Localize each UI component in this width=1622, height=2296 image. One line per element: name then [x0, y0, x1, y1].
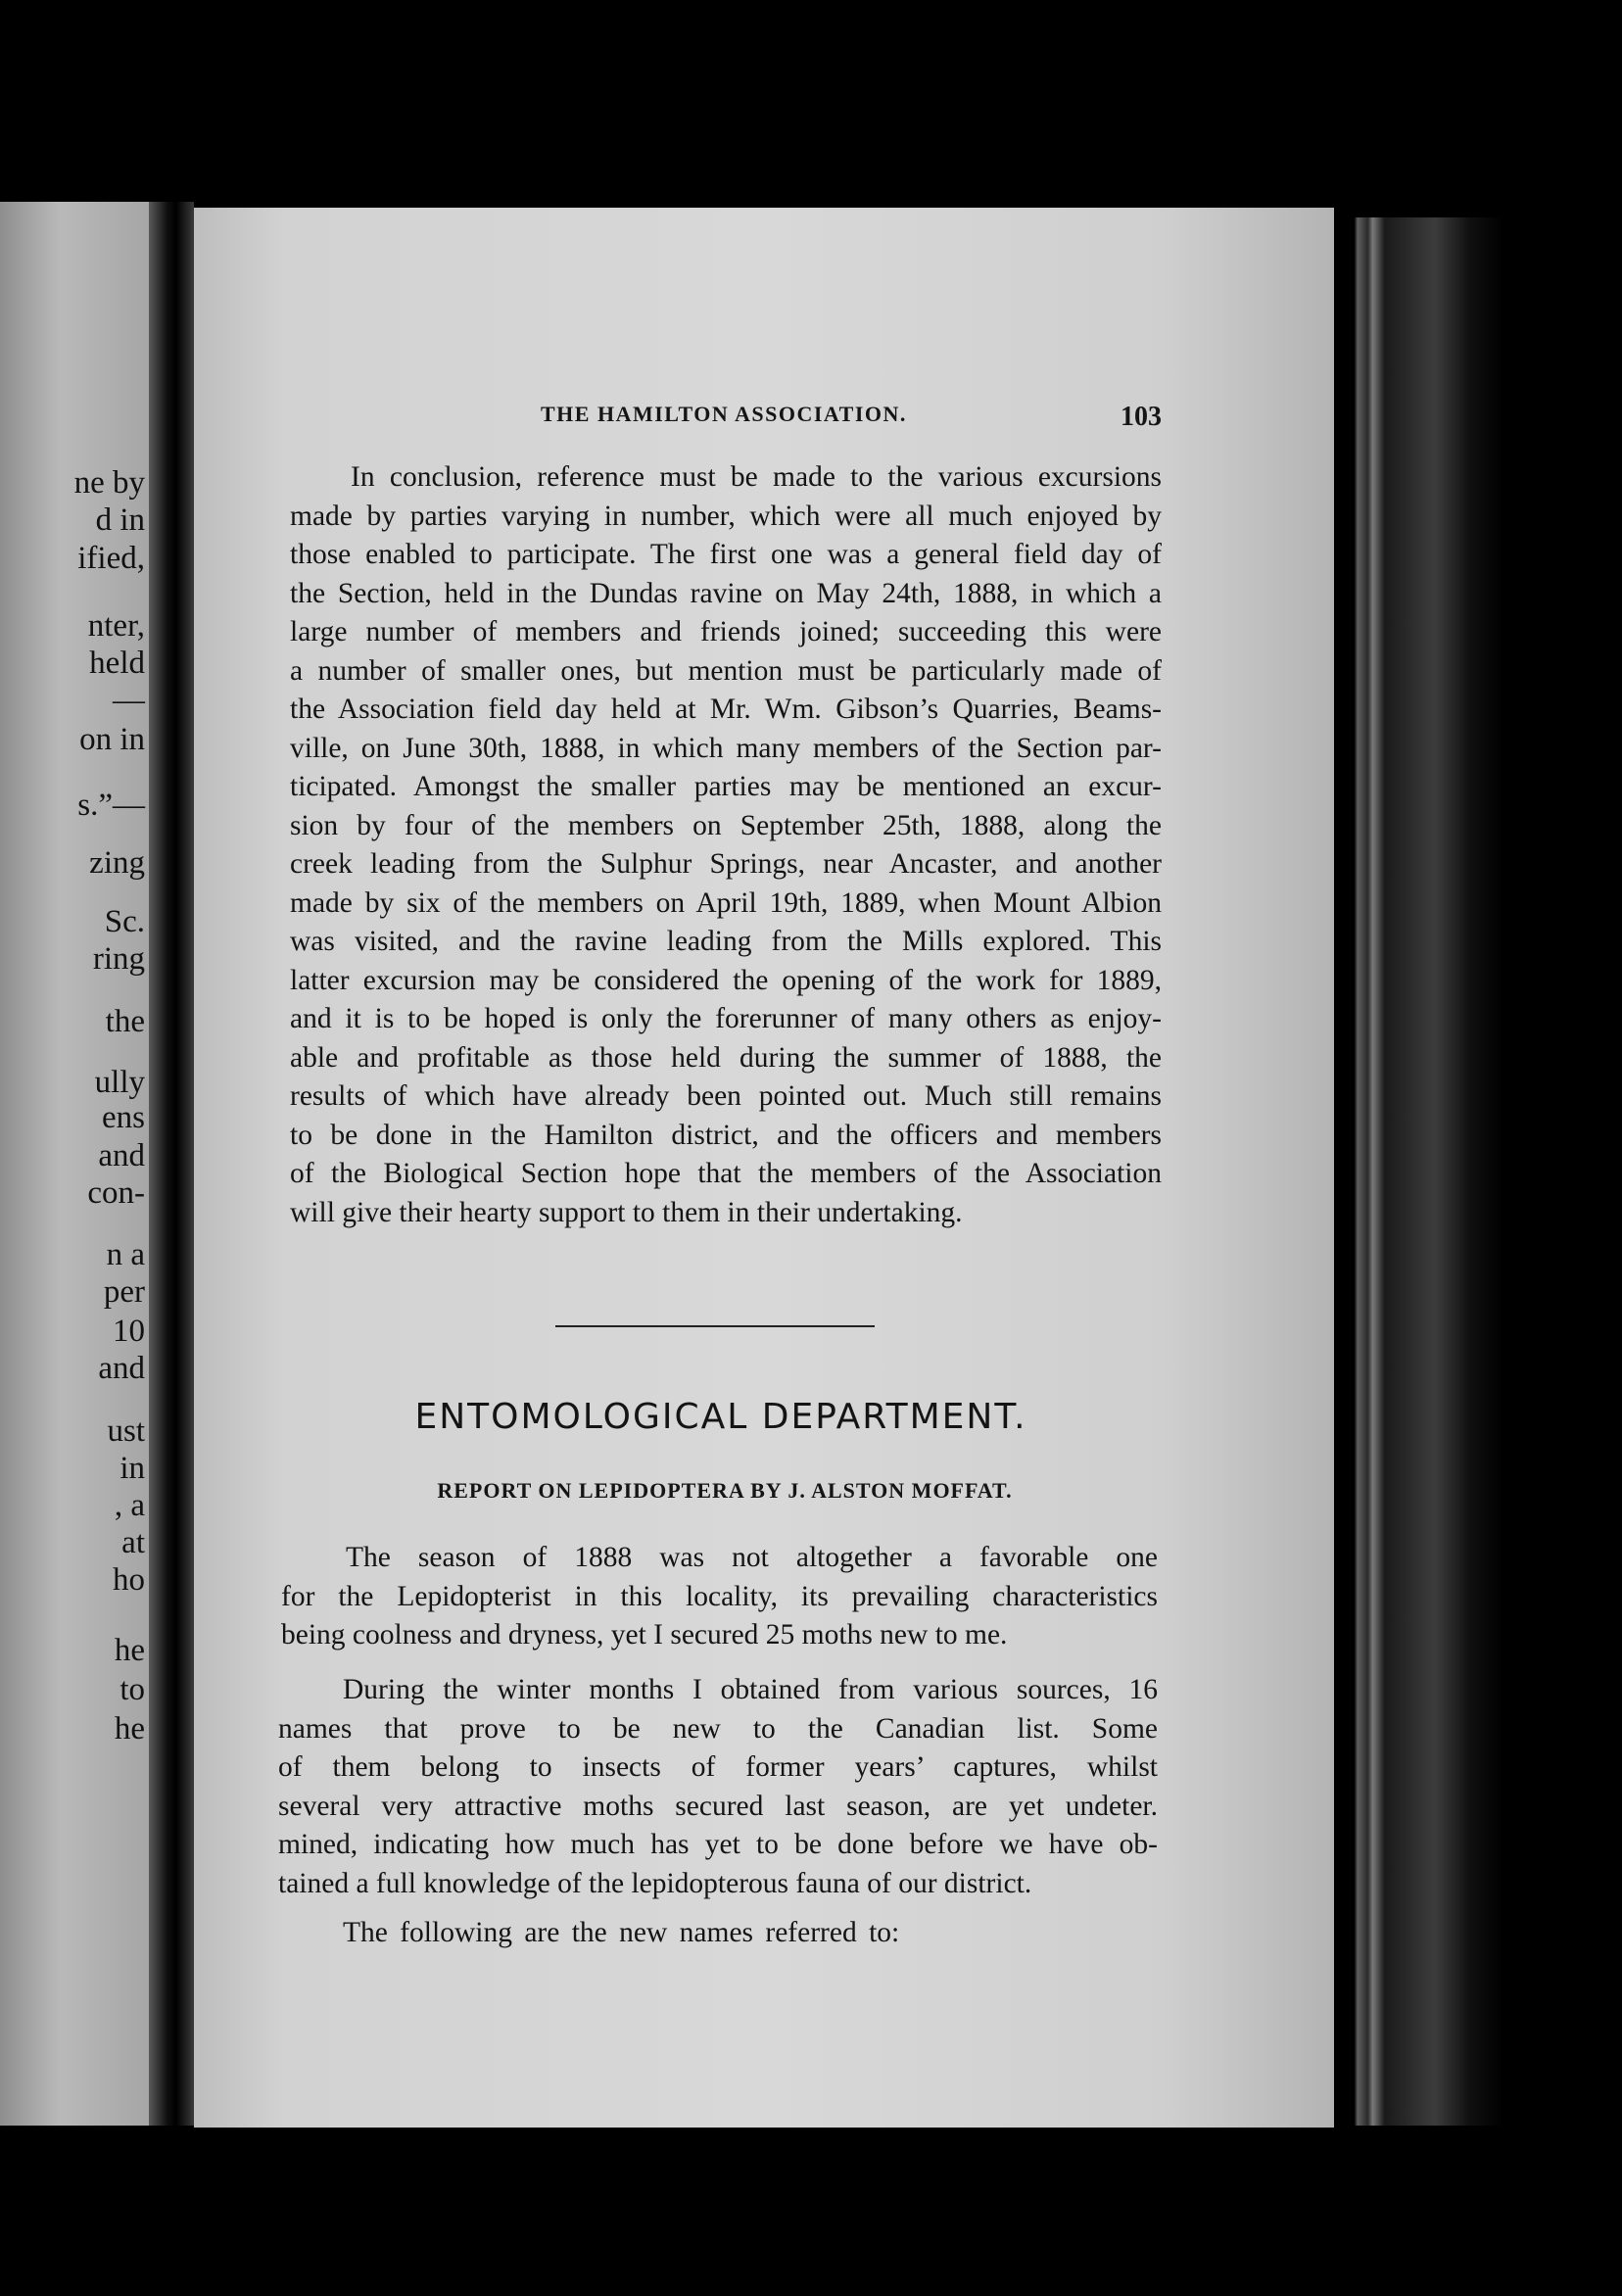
paragraph-winter — [278, 1671, 1158, 1903]
facing-page-fragment: s.”— — [77, 788, 145, 823]
facing-page-fragment: zing — [89, 845, 145, 881]
facing-page-fragment: to — [119, 1672, 145, 1707]
text-line: ville, on June 30th, 1888, in which many members of the Section par- — [290, 732, 1162, 764]
text-line: creek leading from the Sulphur Springs, near Ancaster, and another — [290, 848, 1162, 880]
paragraph-season — [281, 1539, 1158, 1655]
page-number: 103 — [1121, 402, 1162, 432]
closing-line: The following are the new names referred to: — [343, 1917, 900, 1948]
text-line: the Section, held in the Dundas ravine on May 24th, 1888, in which a — [290, 577, 1162, 609]
facing-page-fragment: ully — [94, 1065, 145, 1100]
facing-page-fragment: per — [103, 1274, 145, 1310]
facing-page-fragment: ne by — [73, 465, 145, 501]
text-line: ticipated. Amongst the smaller parties may be mentioned an excur- — [290, 771, 1162, 802]
facing-page-fragment: ust — [107, 1413, 145, 1449]
text-line: of them belong to insects of former years’ captures, whilst — [278, 1751, 1158, 1783]
text-line: for the Lepidopterist in this locality, its prevailing characteristics — [281, 1580, 1158, 1612]
text-line: was visited, and the ravine leading from the Mills explored. This — [290, 926, 1162, 957]
text-line: the Association field day held at Mr. Wm. Gibson’s Quarries, Beams- — [290, 694, 1162, 725]
text-line: During the winter months I obtained from various sources, 16 — [343, 1674, 1158, 1705]
text-line: those enabled to participate. The first one was a general field day of — [290, 539, 1162, 570]
facing-page-fragment: , a — [114, 1488, 145, 1523]
facing-page-fragment: ring — [92, 941, 145, 977]
text-line: large number of members and friends joined; succeeding this were — [290, 616, 1162, 647]
facing-page-fragment: on in — [79, 722, 145, 757]
text-line: latter excursion may be considered the opening of the work for 1889, — [290, 964, 1162, 996]
facing-page-fragment: — — [113, 683, 145, 718]
text-line: being coolness and dryness, yet I secured 25 moths new to me. — [281, 1619, 1008, 1650]
page-stack-edge — [1334, 217, 1503, 2126]
book-gutter — [149, 202, 194, 2126]
facing-page-fragment: nter, — [87, 608, 145, 644]
section-divider — [555, 1325, 875, 1327]
text-line: several very attractive moths secured last season, are yet undeter. — [278, 1790, 1158, 1822]
text-line: tained a full knowledge of the lepidopterous fauna of our district. — [278, 1867, 1032, 1899]
facing-page-fragment: the — [105, 1004, 145, 1039]
text-line: able and profitable as those held during the summer of 1888, the — [290, 1041, 1162, 1074]
text-line: will give their hearty support to them in their undertaking. — [290, 1196, 963, 1228]
facing-page-fragment: he — [114, 1633, 145, 1668]
department-heading: ENTOMOLOGICAL DEPARTMENT. — [414, 1397, 1027, 1437]
text-line: In conclusion, reference must be made to the various excursions — [351, 461, 1162, 493]
facing-page-fragment: ified, — [77, 541, 145, 576]
facing-page-fragment: con- — [87, 1175, 145, 1211]
facing-page-fragment: Sc. — [104, 904, 145, 939]
running-head: THE HAMILTON ASSOCIATION. — [541, 402, 907, 426]
text-line: names that prove to be new to the Canadian list. Some — [278, 1712, 1158, 1745]
text-line: results of which have already been pointed out. Much still remains — [290, 1080, 1162, 1112]
facing-page-fragment: and — [98, 1138, 145, 1173]
text-line: mined, indicating how much has yet to be done before we have ob- — [278, 1829, 1158, 1860]
text-line: to be done in the Hamilton district, and the officers and members — [290, 1119, 1162, 1151]
text-line: of the Biological Section hope that the members of the Association — [290, 1158, 1162, 1189]
facing-page-fragment: held — [89, 646, 145, 681]
paragraph-conclusion — [290, 458, 1162, 1232]
text-line: made by parties varying in number, which were all much enjoyed by — [290, 500, 1162, 532]
facing-page-fragment: d in — [95, 502, 145, 538]
facing-page-fragment: n a — [106, 1237, 145, 1272]
report-title: REPORT ON LEPIDOPTERA BY J. ALSTON MOFFAT. — [437, 1478, 1013, 1503]
facing-page-fragment: he — [114, 1711, 145, 1746]
facing-page-fragment: in — [119, 1451, 145, 1486]
text-line: The season of 1888 was not altogether a favorable one — [346, 1542, 1158, 1573]
facing-page-fragment: ho — [113, 1562, 145, 1598]
facing-page-fragment: at — [121, 1525, 145, 1560]
text-line: a number of smaller ones, but mention must be particularly made of — [290, 654, 1162, 687]
text-line: sion by four of the members on September 25th, 1888, along the — [290, 809, 1162, 841]
facing-page-fragment: ens — [102, 1100, 145, 1135]
facing-page — [0, 202, 149, 2126]
facing-page-fragment: and — [98, 1351, 145, 1386]
text-line: made by six of the members on April 19th, 1889, when Mount Albion — [290, 886, 1162, 919]
facing-page-fragment: 10 — [113, 1314, 145, 1349]
text-line: and it is to be hoped is only the forerunner of many others as enjoy- — [290, 1003, 1162, 1034]
